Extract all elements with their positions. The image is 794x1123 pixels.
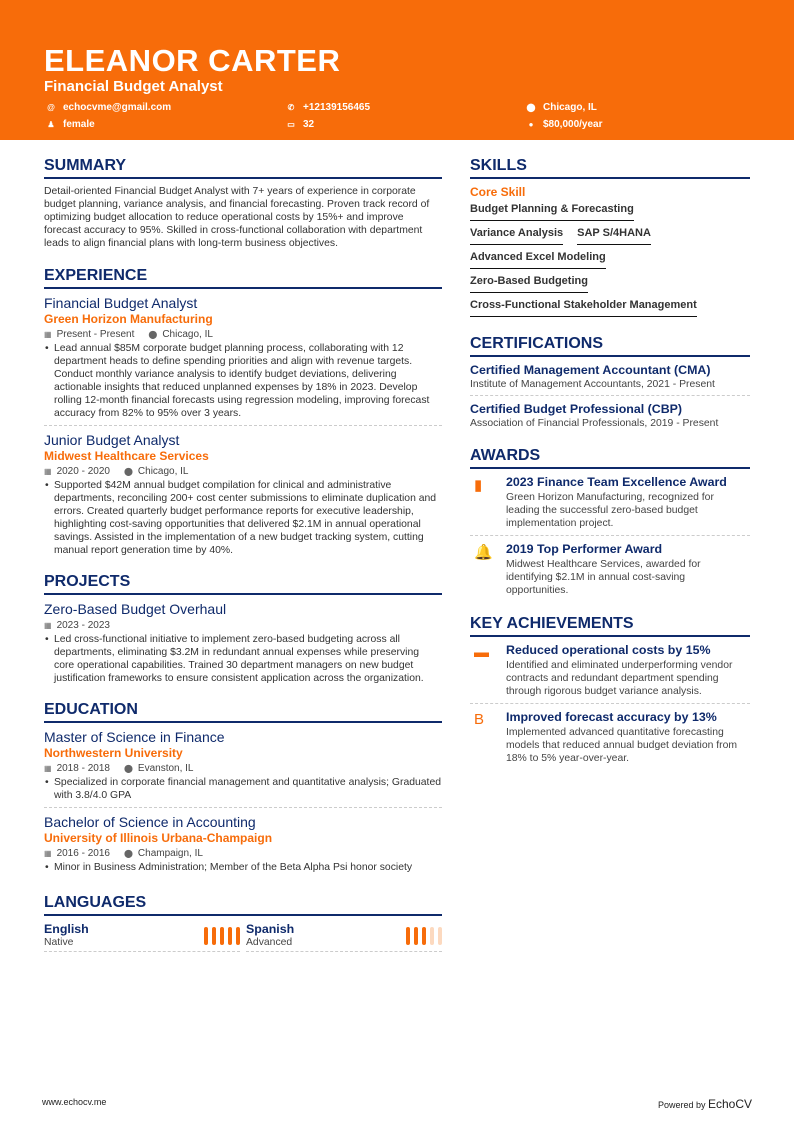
experience-section <box>44 266 442 562</box>
skill-tag: Variance Analysis <box>470 224 563 245</box>
dates: 2023 - 2023 <box>56 620 110 631</box>
contact-gender: ♟ female <box>47 119 95 130</box>
summary-section <box>44 156 442 250</box>
bullet-item: • Lead annual $85M corporate budget planning process, collaborating with 12 department heads to define spending priorities and align with revenue targets. Conduct monthly variance analysis to identify budget deviations, delivering actionable insights that reduced unplanned expenses by 18% in 2023. Develop rolling 12-month financial forecasts using regression modeling, improving forecast accuracy from 82% to 95% over 3 years. <box>45 343 430 419</box>
dates: 2020 - 2020 <box>56 466 110 477</box>
award-description: Green Horizon Manufacturing, recognized for leading the successful zero-based budget implementation project. <box>506 492 714 529</box>
award-title: 2019 Top Performer Award <box>506 542 663 556</box>
website-link[interactable]: www.echocv.me <box>42 1097 107 1107</box>
contact-grid <box>44 100 750 132</box>
skill-tag: SAP S/4HANA <box>577 224 651 245</box>
achievement-title: Improved forecast accuracy by 13% <box>506 710 717 724</box>
calendar-icon: ▭ <box>287 120 295 129</box>
contact-salary: ● $80,000/year <box>524 117 764 132</box>
awards-section <box>470 446 750 602</box>
calendar-icon: ▦ <box>44 849 52 858</box>
certification-item <box>470 395 750 434</box>
contact-age: ▭ 32 <box>287 119 315 130</box>
section-title: SKILLS <box>470 156 750 179</box>
skills-section <box>470 156 750 320</box>
section-title: KEY ACHIEVEMENTS <box>470 614 750 637</box>
brand-name[interactable]: EchoCV <box>707 1097 752 1111</box>
location: Champaign, IL <box>137 848 203 859</box>
bitcoin-b-icon: B <box>474 711 485 728</box>
award-title: 2023 Finance Team Excellence Award <box>506 475 727 489</box>
person-icon: ♟ <box>47 120 55 129</box>
language-name: Spanish <box>246 922 295 936</box>
experience-entry <box>44 289 442 425</box>
location-icon: ⬤ <box>123 467 133 476</box>
euro-document-icon: ▮ <box>474 477 483 494</box>
powered-by: Powered by EchoCV <box>657 1097 752 1111</box>
degree: Bachelor of Science in Accounting <box>44 814 256 830</box>
contact-phone[interactable]: ✆ +12139156465 <box>287 102 371 113</box>
achievement-item <box>470 637 750 703</box>
bell-icon: 🔔 <box>474 544 493 561</box>
certification-item <box>470 357 750 395</box>
certification-issuer: Association of Financial Professionals, 2019 - Present <box>470 418 719 429</box>
award-item <box>470 535 750 602</box>
education-entry <box>44 723 442 807</box>
phone-icon: ✆ <box>287 103 295 112</box>
language-name: English <box>44 922 89 936</box>
proficiency-bars <box>406 927 442 945</box>
at-icon: @ <box>47 103 55 112</box>
section-title: LANGUAGES <box>44 893 442 916</box>
contact-location: ⬤ Chicago, IL <box>526 102 597 113</box>
certification-name: Certified Budget Professional (CBP) <box>470 402 683 416</box>
section-title: EDUCATION <box>44 700 442 723</box>
bullet-item: • Led cross-functional initiative to implement zero-based budgeting across all departments, eliminating $3.2M in redundant annual expenses while preserving core operational capabilities. Trained 30 department managers on new budget justification frameworks to ensure consistent application across the organization. <box>45 634 424 684</box>
company-name: Midwest Healthcare Services <box>44 449 209 463</box>
achievement-title: Reduced operational costs by 15% <box>506 643 711 657</box>
dates: 2018 - 2018 <box>56 763 110 774</box>
section-title: AWARDS <box>470 446 750 469</box>
candidate-name: ELEANOR CARTER <box>44 43 341 78</box>
location: Chicago, IL <box>162 329 213 340</box>
bullet-item: • Specialized in corporate financial management and quantitative analysis; Graduated with 3.8/4.0 GPA <box>45 777 442 801</box>
language-level: Advanced <box>246 937 293 948</box>
certifications-section <box>470 334 750 434</box>
location-icon: ⬤ <box>123 849 133 858</box>
project-title: Zero-Based Budget Overhaul <box>44 601 227 617</box>
left-column <box>44 140 442 952</box>
achievement-description: Identified and eliminated underperforming vendor contracts and redundant department spending through rigorous budget variance analysis. <box>506 660 733 697</box>
dates: Present - Present <box>56 329 135 340</box>
experience-entry <box>44 425 442 562</box>
header <box>0 0 794 140</box>
languages-section <box>44 893 442 952</box>
section-title: CERTIFICATIONS <box>470 334 750 357</box>
job-title: Junior Budget Analyst <box>44 432 180 448</box>
education-section <box>44 700 442 879</box>
project-entry <box>44 595 442 690</box>
award-item <box>470 469 750 535</box>
location: Chicago, IL <box>137 466 189 477</box>
certification-issuer: Institute of Management Accountants, 2021 - Present <box>470 379 715 390</box>
right-column <box>470 140 750 952</box>
school-name: Northwestern University <box>44 746 183 760</box>
skill-tag: Advanced Excel Modeling <box>470 248 606 269</box>
candidate-title: Financial Budget Analyst <box>44 78 223 95</box>
section-title: EXPERIENCE <box>44 266 442 289</box>
bullet-item: • Supported $42M annual budget compilation for clinical and administrative departments, reconciling 200+ cost center submissions to eliminate duplication and errors. Created quarterly budget performance reports for executive leadership, highlighting cost-saving opportunities that delivered $2.1M in annual operational savings. Assisted in the implementation of a new budget tracking system, cutting manual report generation time by 40%. <box>45 480 437 556</box>
degree: Master of Science in Finance <box>44 729 225 745</box>
language-item <box>44 922 240 952</box>
language-item <box>246 922 442 952</box>
location-icon: ⬤ <box>148 330 158 339</box>
skill-tag: Cross-Functional Stakeholder Management <box>470 296 697 317</box>
calendar-icon: ▦ <box>44 330 52 339</box>
dates: 2016 - 2016 <box>56 848 110 859</box>
contact-email[interactable]: @ echocvme@gmail.com <box>47 102 172 113</box>
company-name: Green Horizon Manufacturing <box>44 312 213 326</box>
summary-text: Detail-oriented Financial Budget Analyst with 7+ years of experience in corporate budget planning, variance analysis, and financial forecasting. Proven track record of optimizing budget allocation to reduce operational costs by 15%+ and improve forecast accuracy to 95%. Skilled in cross-functional collaboration with department leads to align financial plans with long-term business objectives. <box>44 186 430 249</box>
award-description: Midwest Healthcare Services, awarded for identifying $2.1M in annual cost-saving opportunities. <box>506 559 701 596</box>
skill-tag: Zero-Based Budgeting <box>470 272 588 293</box>
achievement-description: Implemented advanced quantitative forecasting models that reduced annual budget deviation from 18% to 5% year-over-year. <box>506 727 738 764</box>
skill-tag: Budget Planning & Forecasting <box>470 200 634 221</box>
school-name: University of Illinois Urbana-Champaign <box>44 831 273 845</box>
location: Evanston, IL <box>137 763 194 774</box>
calendar-icon: ▦ <box>44 621 52 630</box>
credit-card-icon: ▬ <box>474 644 489 661</box>
achievement-item <box>470 703 750 770</box>
calendar-icon: ▦ <box>44 764 52 773</box>
location-icon: ⬤ <box>526 103 536 112</box>
footer <box>42 1097 752 1111</box>
proficiency-bars <box>204 927 240 945</box>
certification-name: Certified Management Accountant (CMA) <box>470 363 711 377</box>
money-icon: ● <box>528 120 534 129</box>
projects-section <box>44 572 442 690</box>
education-entry <box>44 807 442 879</box>
job-title: Financial Budget Analyst <box>44 295 198 311</box>
language-level: Native <box>44 937 74 948</box>
section-title: PROJECTS <box>44 572 442 595</box>
bullet-item: • Minor in Business Administration; Member of the Beta Alpha Psi honor society <box>45 862 413 873</box>
location-icon: ⬤ <box>123 764 133 773</box>
calendar-icon: ▦ <box>44 467 52 476</box>
skill-group-title: Core Skill <box>470 185 526 199</box>
section-title: SUMMARY <box>44 156 442 179</box>
achievements-section <box>470 614 750 770</box>
